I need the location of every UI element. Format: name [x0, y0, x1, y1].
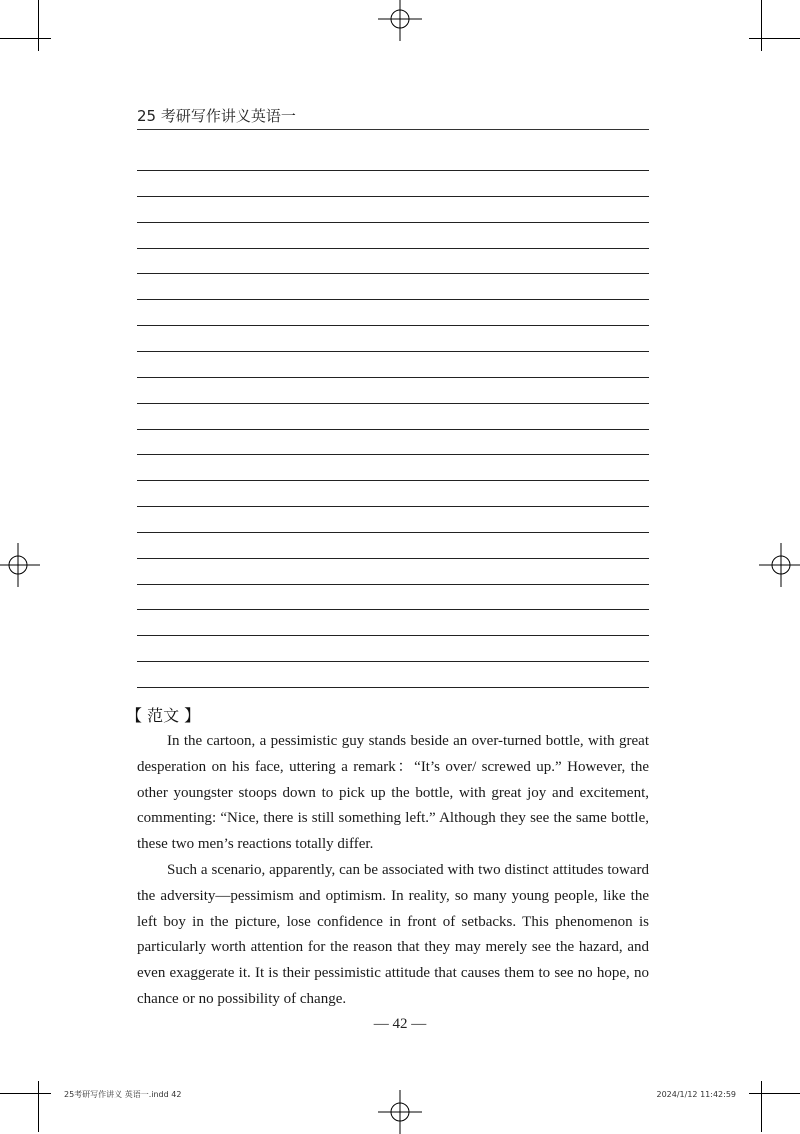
paragraph: In the cartoon, a pessimistic guy stands beside an over-turned bottle, with great desperation on his face, uttering a remark：“It’s over/ screwed up.” However, the other youngster stoops down to pick up the bottle, with great joy and excitement, commenting: “Nice, there is still something left.” Although they see the same bottle, these two men’s reactions totally differ.: [137, 733, 649, 853]
writing-line: [137, 661, 649, 662]
file-slug: 25考研写作讲义 英语一.indd 42: [64, 1090, 182, 1099]
crop-mark: [38, 1081, 39, 1132]
writing-line: [137, 429, 649, 430]
writing-line: [137, 454, 649, 455]
crop-mark: [0, 1093, 51, 1094]
writing-line: [137, 170, 649, 171]
writing-line: [137, 687, 649, 688]
registration-mark-top: [378, 0, 422, 41]
writing-line: [137, 273, 649, 274]
writing-line: [137, 325, 649, 326]
writing-line: [137, 248, 649, 249]
running-header: 25 考研写作讲义英语一: [137, 107, 296, 125]
registration-mark-left: [0, 543, 40, 587]
writing-line: [137, 635, 649, 636]
writing-line: [137, 532, 649, 533]
paragraph: Such a scenario, apparently, can be associated with two distinct attitudes toward the adversity—pessimism and optimism. In reality, so many young people, like the left boy in the picture, lose confidence in front of setbacks. This phenomenon is particularly worth attention for the reason that they may merely see the hazard, and even exaggerate it. It is their pessimistic attitude that causes them to see no hope, no chance or no possibility of change.: [137, 861, 649, 1007]
timestamp: 2024/1/12 11:42:59: [656, 1090, 736, 1099]
crop-mark: [749, 38, 800, 39]
writing-line: [137, 351, 649, 352]
registration-mark-bottom: [378, 1090, 422, 1134]
writing-line: [137, 506, 649, 507]
header-rule: [137, 129, 649, 130]
page-number: — 42 —: [373, 1016, 427, 1032]
model-essay: [137, 729, 649, 1013]
writing-line: [137, 403, 649, 404]
crop-mark: [761, 0, 762, 51]
writing-lines: [137, 170, 649, 690]
writing-line: [137, 299, 649, 300]
section-title: 【 范文 】: [126, 706, 201, 725]
writing-line: [137, 480, 649, 481]
writing-line: [137, 377, 649, 378]
registration-mark-right: [759, 543, 800, 587]
writing-line: [137, 196, 649, 197]
crop-mark: [0, 38, 51, 39]
writing-line: [137, 558, 649, 559]
writing-line: [137, 222, 649, 223]
crop-mark: [761, 1081, 762, 1132]
writing-line: [137, 584, 649, 585]
writing-line: [137, 609, 649, 610]
crop-mark: [38, 0, 39, 51]
crop-mark: [749, 1093, 800, 1094]
